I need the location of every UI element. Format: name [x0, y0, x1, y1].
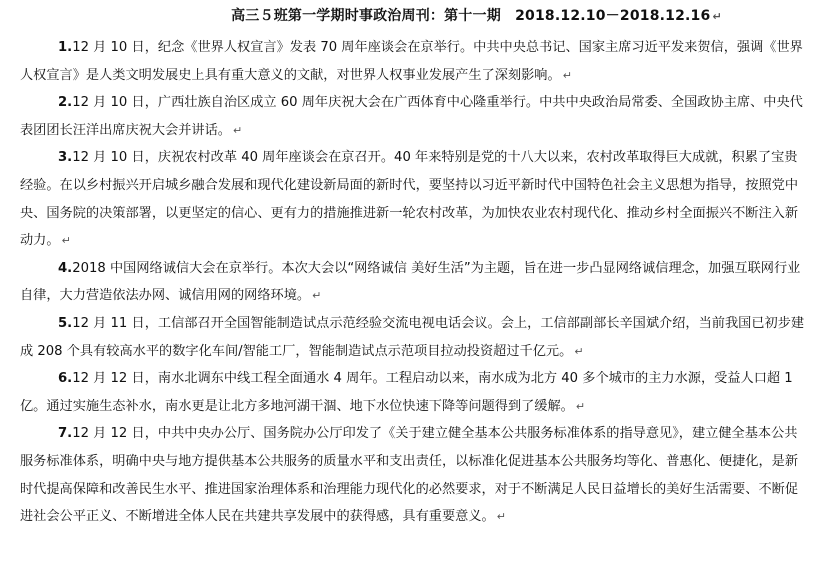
- paragraph-mark-icon: ↵: [562, 68, 572, 82]
- news-list: [20, 34, 805, 531]
- news-item-5: [20, 310, 805, 365]
- news-item-6: [20, 365, 805, 420]
- news-item-number: 4.: [58, 260, 73, 276]
- news-item-text: 12 月 10 日，庆祝农村改革 40 周年座谈会在京召开。40 年来特别是党的十八大以来，农村改革取得巨大成就，积累了宝贵经验。在以乡村振兴开启城乡融合发展和现代化建设新局面的新时代，要坚持以习近平新时代中国特色社会主义思想为指导，按照党中央、国务院的决策部署，以更坚定的信心、更有力的措施推进新一轮农村改革，为加快农业农村现代化、推动乡村全面振兴不断注入新动力。: [20, 150, 799, 249]
- news-item-3: [20, 144, 805, 254]
- news-item-number: 1.: [58, 40, 73, 55]
- news-item-text: 12 月 10 日，纪念《世界人权宣言》发表 70 周年座谈会在京举行。中共中央总书记、国家主席习近平发来贺信，强调《世界人权宣言》是人类文明发展史上具有重大意义的文献，对世界人权事业发展产生了深刻影响。: [20, 40, 803, 83]
- paragraph-mark-icon: ↵: [496, 510, 506, 524]
- paragraph-mark-icon: ↵: [61, 234, 71, 248]
- paragraph-mark-icon: ↵: [312, 289, 322, 303]
- news-item-text: 12 月 12 日，南水北调东中线工程全面通水 4 周年。工程启动以来，南水成为北方 40 多个城市的主力水源，受益人口超 1 亿。通过实施生态补水，南水更是让北方多地河湖干涸、地下水位快速下降等问题得到了缓解。: [20, 371, 793, 414]
- news-item-text: 2018 中国网络诚信大会在京举行。本次大会以“网络诚信 美好生活”为主题，旨在进一步凸显网络诚信理念，加强互联网行业自律，大力营造依法办网、诚信用网的网络环境。: [20, 260, 801, 304]
- news-item-text: 12 月 11 日，工信部召开全国智能制造试点示范经验交流电视电话会议。会上，工信部副部长辛国斌介绍，当前我国已初步建成 208 个具有较高水平的数字化车间/智能工厂，智能制造试点示范项目拉动投资超过千亿元。: [20, 315, 805, 359]
- paragraph-mark-icon: ↵: [233, 123, 243, 137]
- paragraph-mark-icon: ↵: [574, 344, 584, 358]
- news-item-4: [20, 255, 805, 310]
- news-item-number: 5.: [58, 315, 73, 331]
- news-item-number: 2.: [58, 95, 73, 111]
- news-item-number: 7.: [58, 426, 73, 442]
- document-title-text: 高三５班第一学期时事政治周刊：第十一期 2018.12.10－2018.12.16: [231, 8, 711, 24]
- news-item-7: [20, 420, 805, 530]
- paragraph-mark-icon: ↵: [712, 10, 722, 23]
- news-item-number: 6.: [58, 371, 73, 387]
- news-item-2: [20, 89, 805, 144]
- news-item-text: 12 月 10 日，广西壮族自治区成立 60 周年庆祝大会在广西体育中心隆重举行。中共中央政治局常委、全国政协主席、中央代表团团长汪洋出席庆祝大会并讲话。: [20, 95, 803, 138]
- news-item-1: [20, 34, 805, 89]
- paragraph-mark-icon: ↵: [575, 399, 586, 413]
- news-item-number: 3.: [58, 150, 73, 166]
- document-title: [58, 5, 805, 27]
- news-item-text: 12 月 12 日，中共中央办公厅、国务院办公厅印发了《关于建立健全基本公共服务标准体系的指导意见》，建立健全基本公共服务标准体系，明确中央与地方提供基本公共服务的质量水平和支出责任，以标准化促进基本公共服务均等化、普惠化、便捷化，是新时代提高保障和改善民生水平、推进国家治理体系和治理能力现代化的必然要求，对于不断满足人民日益增长的美好生活需要、不断促进社会公平正义、不断增进全体人民在共建共享发展中的获得感，具有重要意义。: [20, 426, 799, 525]
